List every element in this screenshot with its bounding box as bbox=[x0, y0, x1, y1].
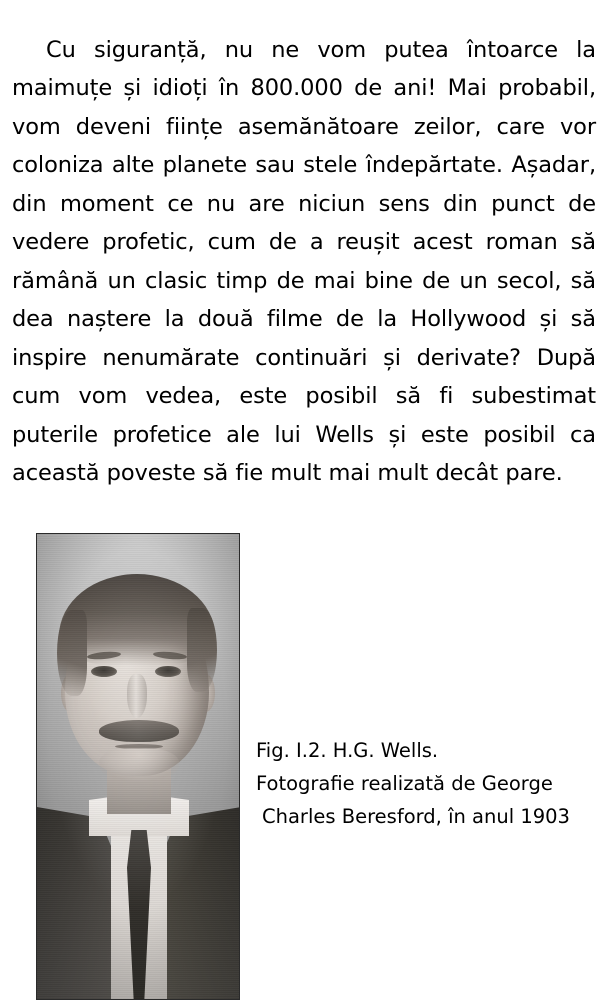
figure-caption-line-2: Fotografie realizată de George bbox=[256, 772, 553, 795]
figure-caption-line-3: Charles Beresford, în anul 1903 bbox=[262, 805, 570, 828]
figure-caption bbox=[256, 734, 586, 833]
figure-block bbox=[36, 533, 240, 1000]
photo-vignette bbox=[37, 534, 239, 999]
body-paragraph: Cu siguranță, nu ne vom putea întoarce la maimuțe și idioți în 800.000 de ani! Mai probabil, vom deveni ființe asemănătoare zeilor, care vor coloniza alte planete sau stele îndepărtate. Așadar, din moment ce nu are niciun sens din punct de vedere profetic, cum de a reușit acest roman să rămână un clasic timp de mai bine de un secol, să dea naștere la două filme de la Hollywood și să inspire nenumărate continuări și derivate? După cum vom vedea, este posibil să fi subestimat puterile profetice ale lui Wells și este posibil ca această poveste să fie mult mai mult decât pare. bbox=[12, 36, 596, 486]
figure-caption-line-1: Fig. I.2. H.G. Wells. bbox=[256, 739, 439, 762]
figure-photo-hg-wells bbox=[36, 533, 240, 1000]
